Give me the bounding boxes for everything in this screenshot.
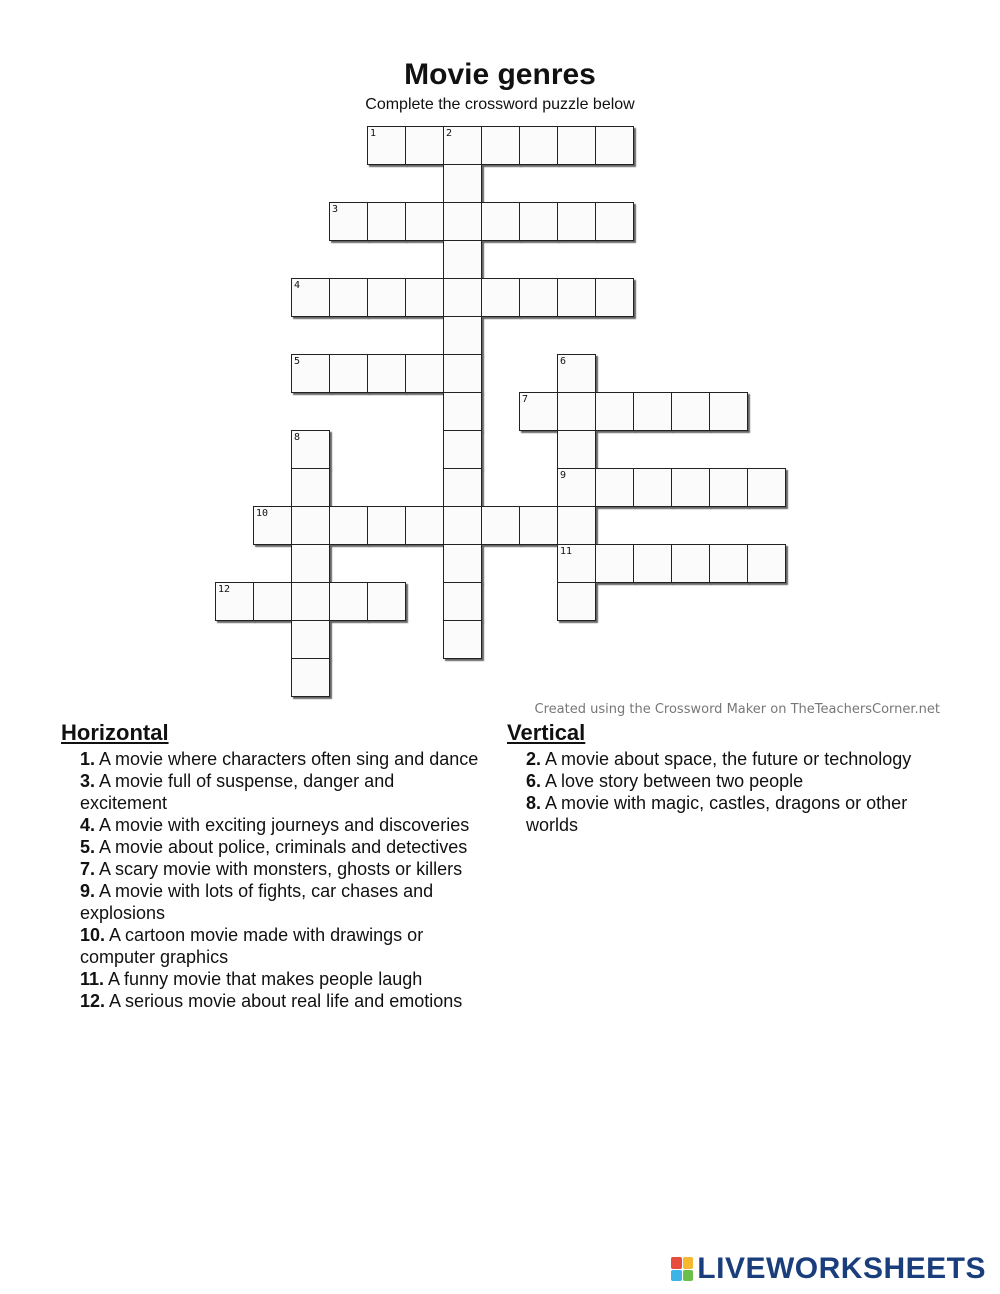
clue-number: 6 <box>560 356 567 367</box>
crossword-cell[interactable] <box>557 202 596 241</box>
crossword-cell[interactable] <box>443 506 482 545</box>
clue-item-number: 6. <box>526 771 542 791</box>
crossword-cell[interactable] <box>443 392 482 431</box>
crossword-cell[interactable] <box>443 620 482 659</box>
clue-number: 2 <box>446 128 453 139</box>
clue-item-number: 4. <box>80 815 96 835</box>
vertical-heading: Vertical <box>507 720 586 745</box>
crossword-cell[interactable] <box>443 316 482 355</box>
clue-item <box>507 770 927 792</box>
crossword-cell[interactable] <box>709 544 748 583</box>
clue-item-text: A cartoon movie made with drawings or computer graphics <box>80 925 424 967</box>
crossword-cell[interactable] <box>405 354 444 393</box>
crossword-cell[interactable] <box>291 278 330 317</box>
crossword-cell[interactable] <box>671 392 710 431</box>
clue-item <box>61 748 481 770</box>
clue-item <box>507 748 927 770</box>
clue-item-number: 3. <box>80 771 96 791</box>
crossword-cell[interactable] <box>405 126 444 165</box>
crossword-cell[interactable] <box>367 126 406 165</box>
horizontal-heading: Horizontal <box>61 720 169 745</box>
crossword-cell[interactable] <box>481 278 520 317</box>
crossword-cell[interactable] <box>481 126 520 165</box>
clue-item <box>61 814 481 836</box>
crossword-cell[interactable] <box>519 202 558 241</box>
crossword-cell[interactable] <box>595 392 634 431</box>
clue-number: 9 <box>560 470 567 481</box>
crossword-cell[interactable] <box>595 278 634 317</box>
crossword-cell[interactable] <box>747 468 786 507</box>
clue-item <box>61 858 481 880</box>
crossword-cell[interactable] <box>291 506 330 545</box>
crossword-cell[interactable] <box>519 506 558 545</box>
clue-item-number: 11. <box>80 969 105 989</box>
clue-number: 12 <box>218 584 231 595</box>
crossword-cell[interactable] <box>367 354 406 393</box>
clue-item-number: 10. <box>80 925 106 945</box>
horizontal-clues <box>61 720 481 1012</box>
clue-number: 5 <box>294 356 301 367</box>
crossword-cell[interactable] <box>519 126 558 165</box>
crossword-cell[interactable] <box>291 620 330 659</box>
clue-item-text: A scary movie with monsters, ghosts or killers <box>95 859 463 879</box>
clue-number: 4 <box>294 280 301 291</box>
crossword-cell[interactable] <box>595 202 634 241</box>
crossword-cell[interactable] <box>633 468 672 507</box>
crossword-cell[interactable] <box>671 544 710 583</box>
clue-item <box>61 880 481 924</box>
crossword-cell[interactable] <box>595 126 634 165</box>
clue-item-number: 8. <box>526 793 542 813</box>
crossword-cell[interactable] <box>519 278 558 317</box>
crossword-cell[interactable] <box>253 582 292 621</box>
crossword-cell[interactable] <box>519 392 558 431</box>
clue-item-text: A movie about police, criminals and detectives <box>95 837 468 857</box>
clue-item-number: 9. <box>80 881 96 901</box>
crossword-cell[interactable] <box>481 202 520 241</box>
crossword-cell[interactable] <box>557 468 596 507</box>
crossword-cell[interactable] <box>443 430 482 469</box>
crossword-cell[interactable] <box>709 468 748 507</box>
crossword-cell[interactable] <box>443 354 482 393</box>
crossword-cell[interactable] <box>671 468 710 507</box>
clue-item-text: A movie full of suspense, danger and excitement <box>80 771 395 813</box>
clue-item-text: A movie where characters often sing and dance <box>95 749 479 769</box>
crossword-cell[interactable] <box>557 354 596 393</box>
clue-item-text: A movie with lots of fights, car chases and explosions <box>80 881 434 923</box>
crossword-cell[interactable] <box>557 126 596 165</box>
crossword-cell[interactable] <box>443 202 482 241</box>
crossword-cell[interactable] <box>291 544 330 583</box>
crossword-cell[interactable] <box>595 544 634 583</box>
clue-item-text: A serious movie about real life and emotions <box>105 991 463 1011</box>
crossword-cell[interactable] <box>443 278 482 317</box>
crossword-cell[interactable] <box>405 202 444 241</box>
clue-item-number: 1. <box>80 749 96 769</box>
clue-item <box>507 792 927 836</box>
crossword-cell[interactable] <box>443 126 482 165</box>
crossword-cell[interactable] <box>291 430 330 469</box>
clue-number: 8 <box>294 432 301 443</box>
clue-item-number: 12. <box>80 991 106 1011</box>
clue-number: 11 <box>560 546 573 557</box>
crossword-cell[interactable] <box>633 544 672 583</box>
crossword-cell[interactable] <box>291 582 330 621</box>
crossword-cell[interactable] <box>291 658 330 697</box>
clue-item <box>61 990 481 1012</box>
clue-item-number: 7. <box>80 859 96 879</box>
page-subtitle: Complete the crossword puzzle below <box>365 96 635 113</box>
vertical-clues <box>507 720 927 836</box>
crossword-cell[interactable] <box>557 430 596 469</box>
crossword-cell[interactable] <box>367 202 406 241</box>
clue-item <box>61 968 481 990</box>
clue-item-text: A love story between two people <box>541 771 804 791</box>
crossword-cell[interactable] <box>443 582 482 621</box>
clue-item-text: A funny movie that makes people laugh <box>104 969 423 989</box>
crossword-cell[interactable] <box>709 392 748 431</box>
crossword-cell[interactable] <box>405 278 444 317</box>
clue-number: 10 <box>256 508 269 519</box>
clue-number: 7 <box>522 394 529 405</box>
crossword-cell[interactable] <box>443 240 482 279</box>
clue-item-number: 2. <box>526 749 542 769</box>
crossword-cell[interactable] <box>215 582 254 621</box>
crossword-cell[interactable] <box>443 164 482 203</box>
crossword-cell[interactable] <box>367 582 406 621</box>
crossword-cell[interactable] <box>557 278 596 317</box>
vertical-clue-list <box>507 748 927 836</box>
crossword-cell[interactable] <box>329 278 368 317</box>
crossword-cell[interactable] <box>443 468 482 507</box>
clue-number: 1 <box>370 128 377 139</box>
crossword-cell[interactable] <box>329 354 368 393</box>
crossword-cell[interactable] <box>329 506 368 545</box>
crossword-cell[interactable] <box>557 582 596 621</box>
clue-item-text: A movie about space, the future or technology <box>541 749 912 769</box>
crossword-cell[interactable] <box>557 392 596 431</box>
crossword-cell[interactable] <box>367 278 406 317</box>
crossword-cell[interactable] <box>443 544 482 583</box>
logo-wordmark: LIVEWORKSHEETS <box>697 1252 986 1285</box>
crossword-cell[interactable] <box>329 582 368 621</box>
crossword-cell[interactable] <box>747 544 786 583</box>
crossword-cell[interactable] <box>253 506 292 545</box>
crossword-cell[interactable] <box>481 506 520 545</box>
crossword-cell[interactable] <box>405 506 444 545</box>
crossword-cell[interactable] <box>633 392 672 431</box>
clue-item-text: A movie with magic, castles, dragons or other worlds <box>526 793 908 835</box>
liveworksheets-logo <box>671 1252 986 1286</box>
credit-text: Created using the Crossword Maker on TheTeachersCorner.net <box>534 702 940 717</box>
clue-item <box>61 770 481 814</box>
crossword-cell[interactable] <box>329 202 368 241</box>
crossword-cell[interactable] <box>291 468 330 507</box>
clue-item <box>61 836 481 858</box>
clue-number: 3 <box>332 204 339 215</box>
clue-item-number: 5. <box>80 837 96 857</box>
crossword-cell[interactable] <box>557 544 596 583</box>
crossword-cell[interactable] <box>291 354 330 393</box>
clue-item-text: A movie with exciting journeys and discoveries <box>95 815 470 835</box>
horizontal-clue-list <box>61 748 481 1012</box>
crossword-cell[interactable] <box>595 468 634 507</box>
clue-item <box>61 924 481 968</box>
crossword-cell[interactable] <box>367 506 406 545</box>
page-title: Movie genres <box>404 58 596 91</box>
crossword-cell[interactable] <box>557 506 596 545</box>
logo-badge-icon <box>671 1257 693 1281</box>
